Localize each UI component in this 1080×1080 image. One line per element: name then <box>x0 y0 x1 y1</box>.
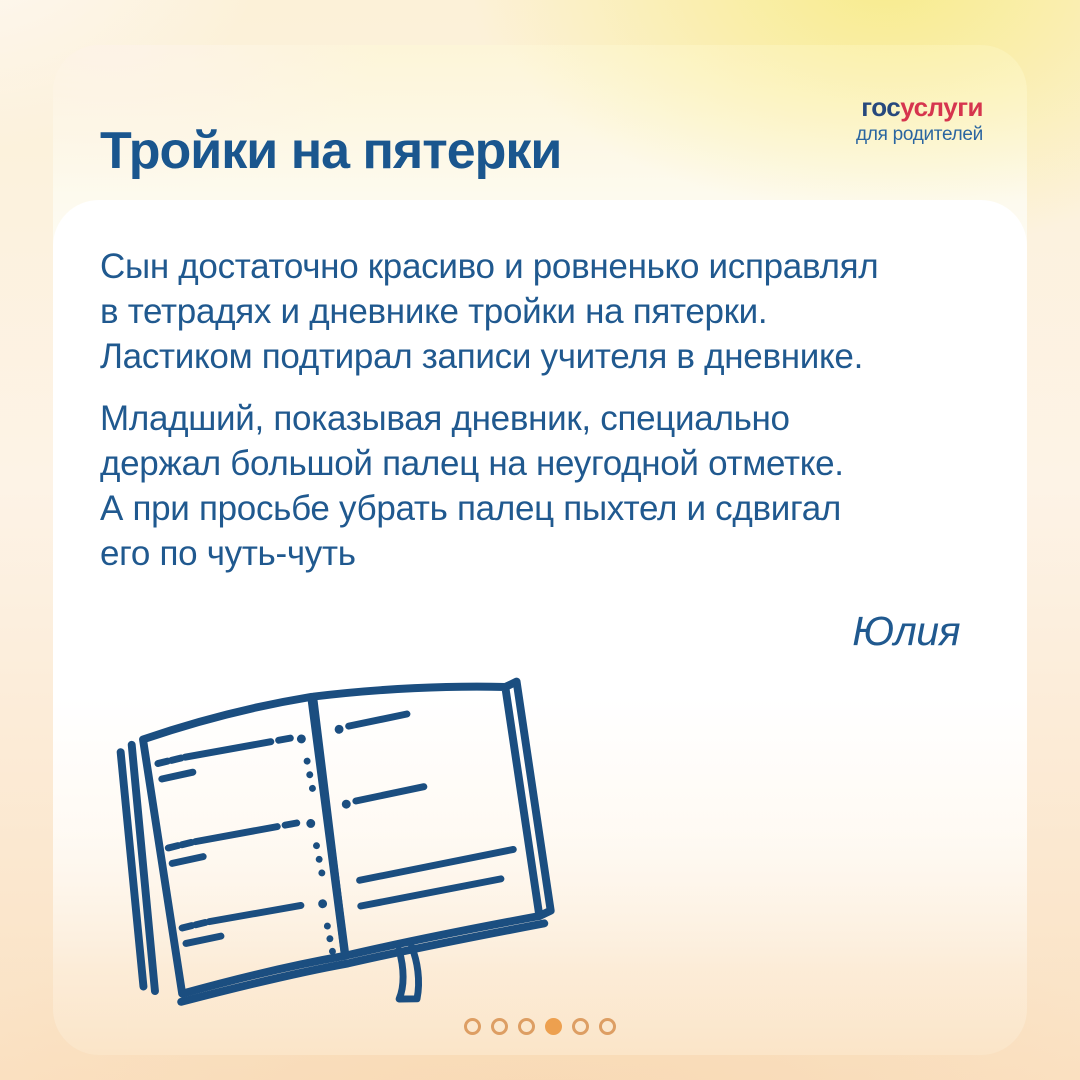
gosuslugi-logo-wordmark <box>856 94 983 120</box>
author-signature: Юлия <box>852 608 960 654</box>
logo-subtitle: для родителей <box>856 124 983 145</box>
pagination <box>464 1018 616 1035</box>
story-line: в тетрадях и дневнике тройки на пятерки. <box>100 292 768 331</box>
pagination-dot-4[interactable] <box>545 1018 562 1035</box>
pagination-dot-5[interactable] <box>572 1018 589 1035</box>
story-line: Сын достаточно красиво и ровненько исправлял <box>100 247 879 286</box>
story-paragraph-2 <box>100 396 878 576</box>
slide-card <box>53 45 1027 1055</box>
logo-text-blue: гос <box>861 92 901 122</box>
pagination-dot-2[interactable] <box>491 1018 508 1035</box>
pagination-dot-1[interactable] <box>464 1018 481 1035</box>
story-line: его по чуть-чуть <box>100 534 356 573</box>
open-diary-icon <box>103 658 558 1018</box>
pagination-dot-6[interactable] <box>599 1018 616 1035</box>
story-line: А при просьбе убрать палец пыхтел и сдвигал <box>100 489 842 528</box>
story-paragraph-1 <box>100 244 878 379</box>
logo-text-red: услуги <box>900 92 983 122</box>
story-text <box>100 244 878 593</box>
story-line: Ластиком подтирал записи учителя в дневнике. <box>100 337 864 376</box>
pagination-dot-3[interactable] <box>518 1018 535 1035</box>
gosuslugi-logo <box>856 94 983 144</box>
story-line: держал большой палец на неугодной отметке. <box>100 444 844 483</box>
page-title: Тройки на пятерки <box>100 121 562 180</box>
story-line: Младший, показывая дневник, специально <box>100 399 790 438</box>
